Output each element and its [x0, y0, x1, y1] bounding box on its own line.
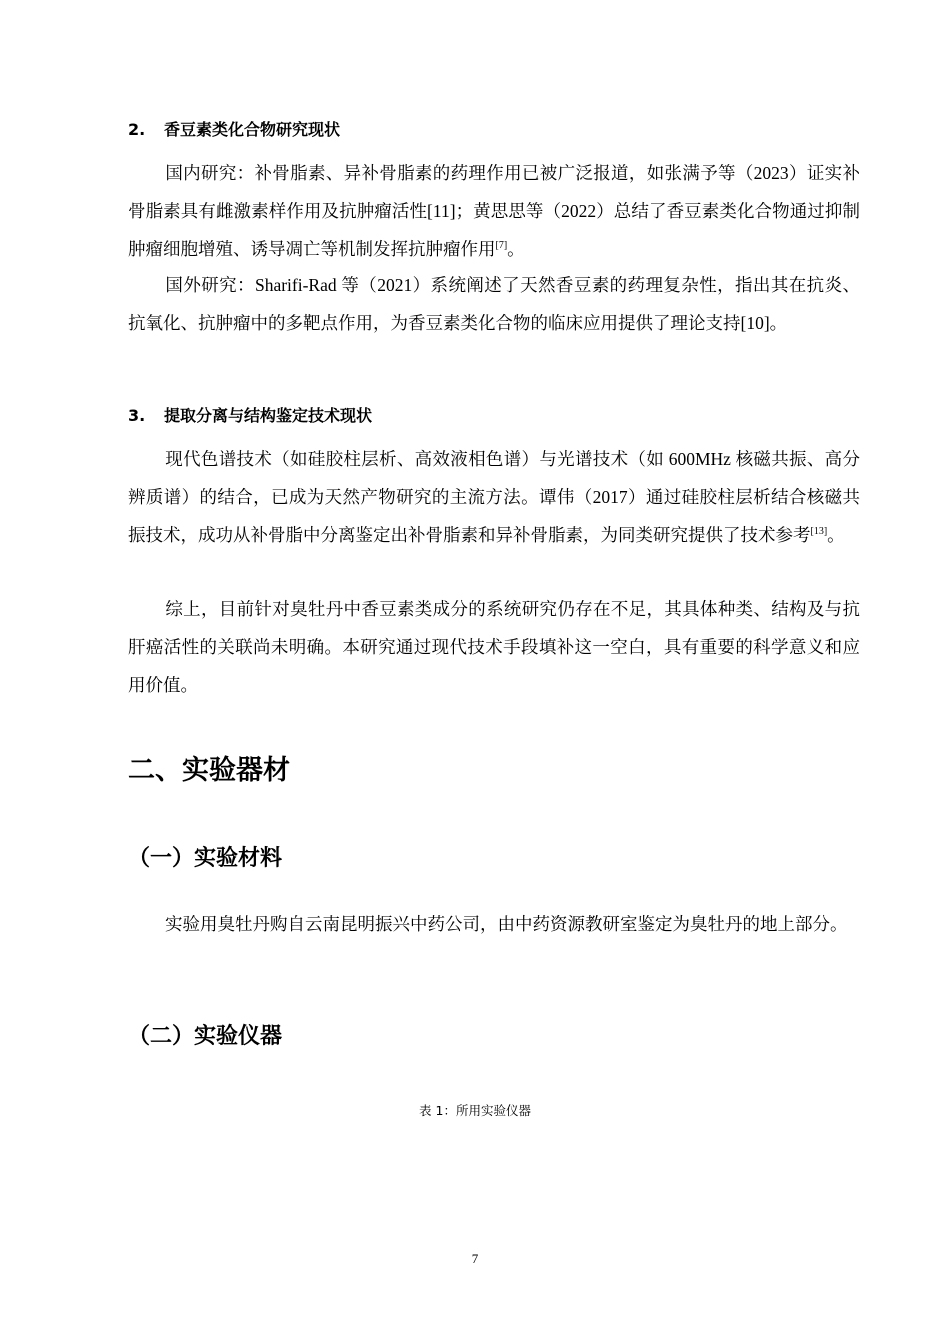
paragraph-materials [128, 905, 860, 943]
paragraph-summary [128, 590, 860, 704]
paragraph-techniques [128, 440, 860, 554]
paragraph-text: 实验用臭牡丹购自云南昆明振兴中药公司，由中药资源教研室鉴定为臭牡丹的地上部分。 [165, 914, 848, 934]
paragraph-text: 国外研究：Sharifi-Rad 等（2021）系统阐述了天然香豆素的药理复杂性，指出其在抗炎、抗氧化、抗肿瘤中的多靶点作用，为香豆素类化合物的临床应用提供了理论支持[10]。 [128, 275, 860, 333]
section-title: 提取分离与结构鉴定技术现状 [164, 406, 373, 425]
paragraph-text: 现代色谱技术（如硅胶柱层析、高效液相色谱）与光谱技术（如 600MHz 核磁共振、高分辨质谱）的结合，已成为天然产物研究的主流方法。谭伟（2017）通过硅胶柱层析结合核磁共振技术，成功从补骨脂中分离鉴定出补骨脂素和异补骨脂素，为同类研究提供了技术参考 [128, 449, 860, 545]
section-title: 香豆素类化合物研究现状 [164, 120, 341, 139]
paragraph-end: 。 [507, 239, 525, 259]
paragraph-domestic-research [128, 154, 860, 268]
subsection-heading-materials: （一）实验材料 [128, 846, 283, 871]
section-number: 3. [128, 406, 146, 425]
paragraph-end: 。 [827, 525, 845, 545]
table-caption: 表 1：所用实验仪器 [419, 1103, 531, 1118]
subsection-heading-instruments: （二）实验仪器 [128, 1024, 283, 1049]
paragraph-text: 综上，目前针对臭牡丹中香豆素类成分的系统研究仍存在不足，其具体种类、结构及与抗肝癌活性的关联尚未明确。本研究通过现代技术手段填补这一空白，具有重要的科学意义和应用价值。 [128, 599, 860, 695]
section-heading-techniques [128, 404, 860, 428]
section-number: 2. [128, 120, 146, 139]
paragraph-foreign-research [128, 266, 860, 342]
section-heading-coumarin [128, 118, 860, 142]
citation-ref: [7] [495, 240, 508, 251]
citation-ref: [13] [810, 526, 828, 537]
page-number: 7 [471, 1251, 479, 1266]
chapter-heading: 二、实验器材 [128, 755, 290, 786]
paragraph-text: 国内研究：补骨脂素、异补骨脂素的药理作用已被广泛报道，如张满予等（2023）证实补骨脂素具有雌激素样作用及抗肿瘤活性[11]；黄思思等（2022）总结了香豆素类化合物通过抑制肿瘤细胞增殖、诱导凋亡等机制发挥抗肿瘤作用 [128, 163, 860, 259]
